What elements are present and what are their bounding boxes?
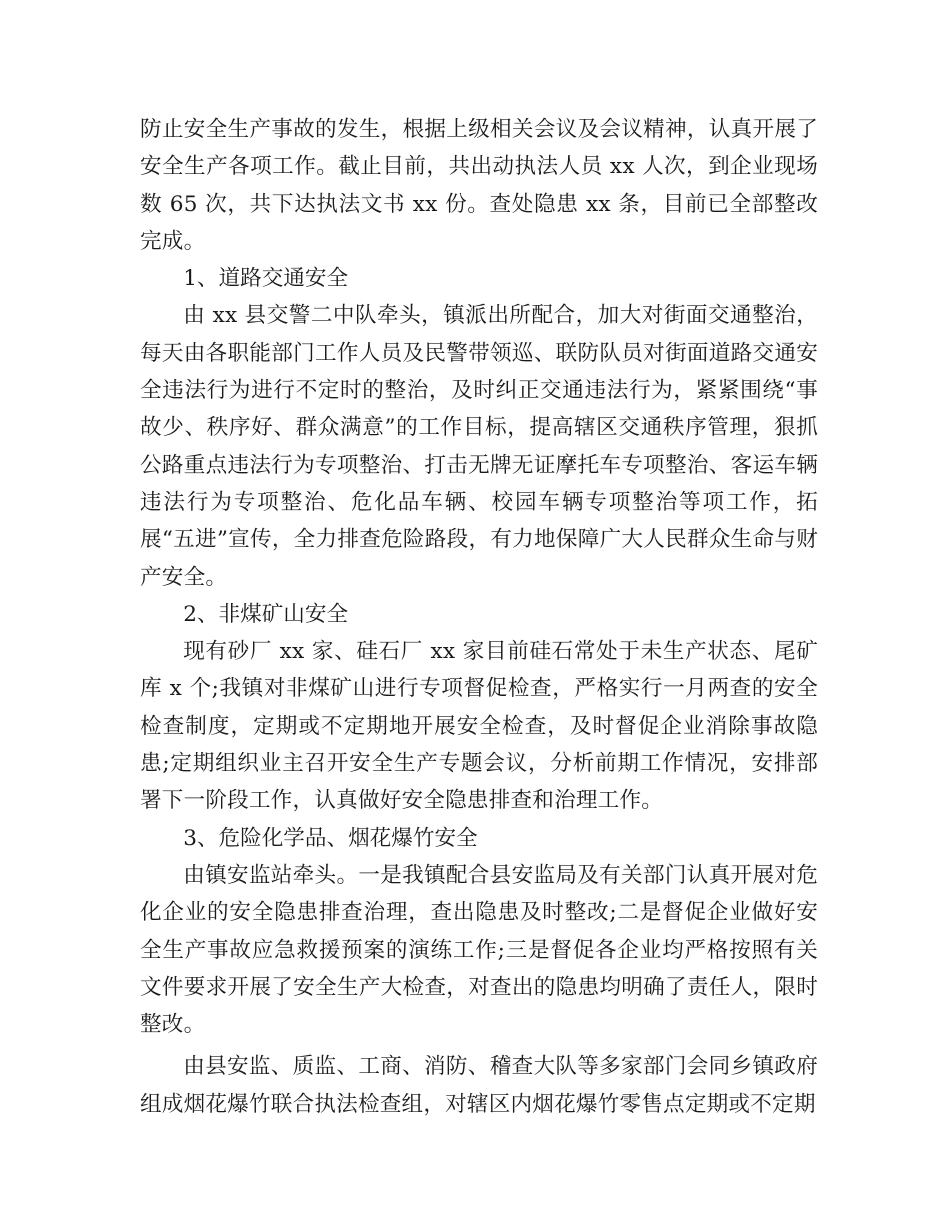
paragraph-non-coal-mine: 现有砂厂 xx 家、硅石厂 xx 家目前硅石常处于未生产状态、尾矿库 x 个;我镇对非煤矿山进行专项督促检查，严格实行一月两查的安全检查制度，定期或不定期地开展安全检查，及时督促企业消除事故隐患;定期组织业主召开安全生产专题会议，分析前期工作情况，安排部署下一阶段工作，认真做好安全隐患排查和治理工作。 [140, 639, 818, 814]
section-heading-hazardous-chemicals: 3、危险化学品、烟花爆竹安全 [183, 825, 478, 851]
section-heading-road-traffic: 1、道路交通安全 [183, 266, 349, 292]
document-page [140, 111, 818, 1123]
paragraph-fireworks-inspection: 由县安监、质监、工商、消防、稽查大队等多家部门会同乡镇政府组成烟花爆竹联合执法检查组，对辖区内烟花爆竹零售点定期或不定期 [140, 1054, 818, 1117]
paragraph-intro: 防止安全生产事故的发生，根据上级相关会议及会议精神，认真开展了安全生产各项工作。截止目前，共出动执法人员 xx 人次，到企业现场数 65 次，共下达执法文书 xx 份。查处隐患 xx 条，目前已全部整改完成。 [140, 117, 818, 254]
paragraph-hazardous-chemicals: 由镇安监站牵头。一是我镇配合县安监局及有关部门认真开展对危化企业的安全隐患排查治理，查出隐患及时整改;二是督促企业做好安全生产事故应急救援预案的演练工作;三是督促各企业均严格按照有关文件要求开展了安全生产大检查，对查出的隐患均明确了责任人，限时整改。 [140, 862, 818, 1038]
paragraph-road-traffic: 由 xx 县交警二中队牵头，镇派出所配合，加大对街面交通整治，每天由各职能部门工作人员及民警带领巡、联防队员对街面道路交通安全违法行为进行不定时的整治，及时纠正交通违法行为，紧紧围绕“事故少、秩序好、群众满意”的工作目标，提高辖区交通秩序管理，狠抓公路重点违法行为专项整治、打击无牌无证摩托车专项整治、客运车辆违法行为专项整治、危化品车辆、校园车辆专项整治等项工作，拓展“五进”宣传，全力排查危险路段，有力地保障广大人民群众生命与财产安全。 [140, 303, 818, 590]
section-heading-non-coal-mine: 2、非煤矿山安全 [183, 601, 349, 627]
